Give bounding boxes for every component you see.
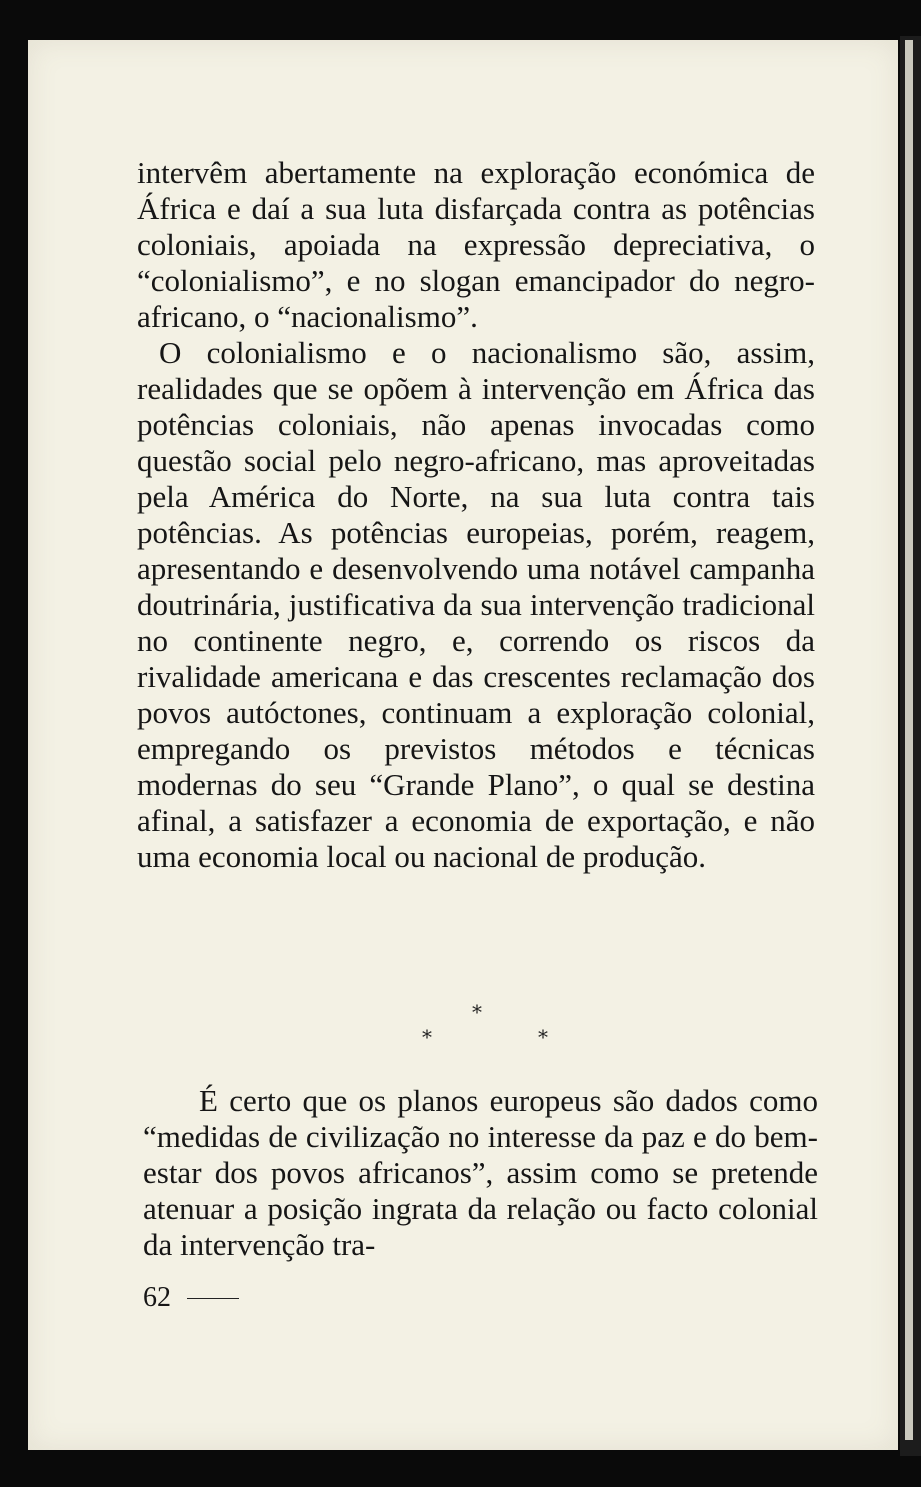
page-number: 62 — [143, 1282, 171, 1313]
page-footer — [143, 1282, 239, 1314]
folio-rule — [187, 1298, 239, 1299]
page-edge-strip — [905, 40, 913, 1440]
separator-star: * — [472, 1000, 482, 1024]
body-text — [137, 155, 815, 875]
separator-star: * — [538, 1025, 548, 1049]
continuation-text — [143, 1083, 818, 1263]
section-separator — [400, 1000, 570, 1050]
paragraph-1: intervêm abertamente na exploração económica de África e daí a sua luta disfarçada contra as potências coloniais, apoiada na expressão depreciativa, o “colonialismo”, e no slogan emancipador do negro-africano, o “nacionalismo”. — [137, 155, 815, 334]
separator-star: * — [422, 1025, 432, 1049]
paragraph-2: O colonialismo e o nacionalismo são, assim, realidades que se opõem à intervenção em África das potências coloniais, não apenas invocadas como questão social pelo negro-africano, mas aproveitadas pela América do Norte, na sua luta contra tais potências. As potências europeias, porém, reagem, apresentando e desenvolvendo uma notável campanha doutrinária, justificativa da sua intervenção tradicional no continente negro, e, correndo os riscos da rivalidade americana e das crescentes reclamação dos povos autóctones, continuam a exploração colonial, empregando os previstos métodos e técnicas modernas do seu “Grande Plano”, o qual se destina afinal, a satisfazer a economia de exportação, e não uma economia local ou nacional de produção. — [137, 335, 815, 874]
paragraph-3: É certo que os planos europeus são dados como “medidas de civilização no interesse da paz e do bem-estar dos povos africanos”, assim como se pretende atenuar a posição ingrata da relação ou facto colonial da intervenção tra- — [143, 1083, 818, 1262]
